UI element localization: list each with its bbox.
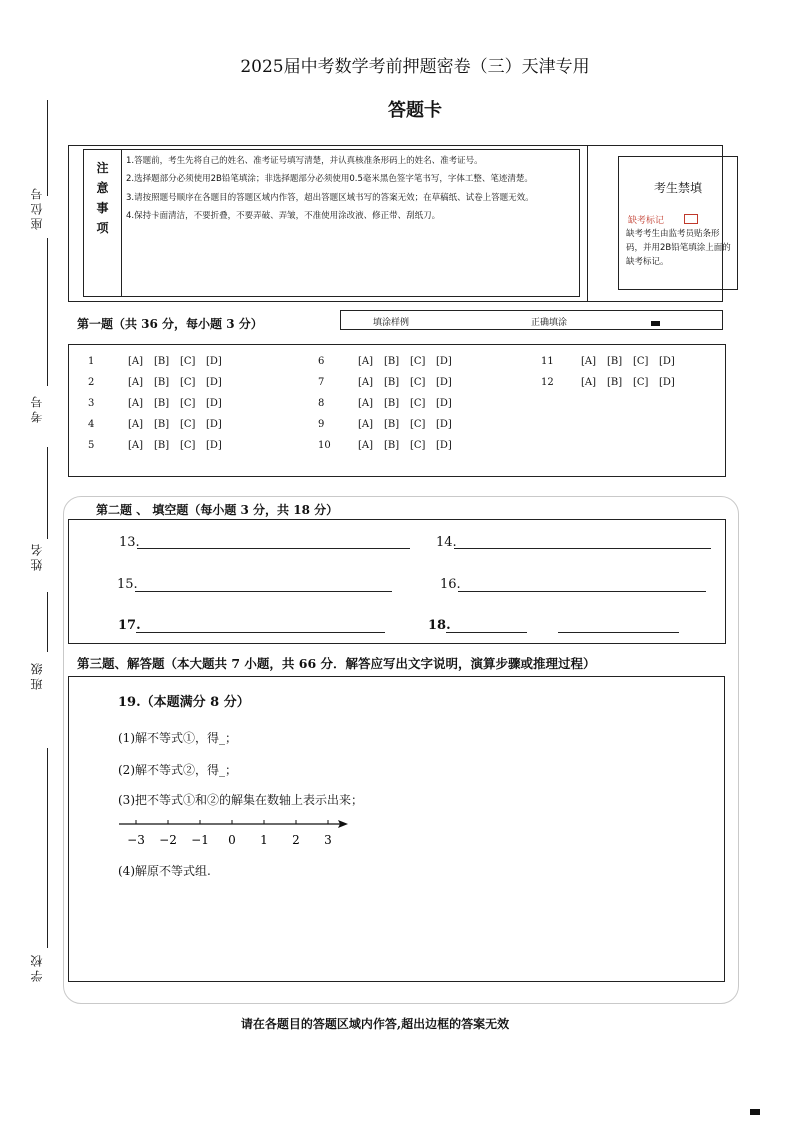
choice-option[interactable]: [D] [206, 398, 222, 409]
q19-part4: (4)解原不等式组. [118, 864, 211, 878]
fill-line-13[interactable] [137, 548, 410, 549]
choice-option[interactable]: [A] [358, 377, 374, 388]
fill-line-18a[interactable] [446, 632, 527, 633]
choice-row [318, 377, 462, 388]
fill-line-17[interactable] [136, 632, 385, 633]
number-line-tick-label: −1 [191, 833, 209, 847]
choice-option[interactable]: [C] [410, 398, 426, 409]
section3-title: 第三题、解答题（本大题共 7 小题，共 66 分．解答应写出文字说明，演算步骤或推理过程） [77, 656, 596, 671]
choice-option[interactable]: [B] [384, 356, 400, 367]
notice-item: 4.保持卡面清洁，不要折叠，不要弄破、弄皱，不准使用涂改液、修正带、刮纸刀。 [126, 211, 441, 222]
choice-question-number: 10 [318, 440, 331, 451]
choice-row [88, 419, 232, 430]
notice-item: 3.请按照题号顺序在各题目的答题区域内作答，超出答题区域书写的答案无效；在草稿纸、试卷上答题无效。 [126, 192, 534, 203]
number-line [112, 812, 362, 852]
absent-checkbox[interactable] [684, 214, 698, 224]
fill-label-15: 15. [117, 577, 138, 592]
choice-option[interactable]: [B] [384, 440, 400, 451]
choice-question-number: 1 [88, 356, 95, 367]
notice-item: 2.选择题部分必须使用2B铅笔填涂；非选择题部分必须使用0.5毫米黑色签字笔书写，字体工整、笔迹清楚。 [126, 174, 533, 185]
notice-divider [587, 145, 588, 302]
fill-label-14: 14. [436, 535, 457, 550]
choice-question-number: 11 [541, 356, 554, 367]
choice-option[interactable]: [C] [180, 356, 196, 367]
page-subtitle: 答题卡 [388, 100, 442, 121]
choice-option[interactable]: [D] [206, 440, 222, 451]
sidebar-label-class: 班级 [30, 660, 44, 690]
notice-box [83, 149, 580, 297]
fill-line-18b[interactable] [558, 632, 679, 633]
choice-question-number: 6 [318, 356, 325, 367]
choice-option[interactable]: [A] [581, 377, 597, 388]
choice-question-number: 5 [88, 440, 95, 451]
choice-option[interactable]: [C] [180, 440, 196, 451]
choice-option[interactable]: [B] [154, 356, 170, 367]
choice-option[interactable]: [D] [436, 356, 452, 367]
choice-row [318, 419, 462, 430]
number-line-tick-label: 2 [292, 833, 300, 847]
choice-row [541, 356, 685, 367]
absent-instruction: 缺考考生由监考员贴条形码，并用2B铅笔填涂上面的缺考标记。 [626, 229, 731, 267]
choice-option[interactable]: [C] [633, 356, 649, 367]
choice-row [88, 377, 232, 388]
filled-mark-sample [651, 321, 660, 326]
choice-row [88, 356, 232, 367]
number-line-tick-label: −3 [127, 833, 145, 847]
choice-option[interactable]: [D] [436, 440, 452, 451]
sidebar-line [47, 100, 48, 196]
fill-line-15[interactable] [135, 591, 392, 592]
choice-option[interactable]: [D] [206, 377, 222, 388]
choice-option[interactable]: [B] [384, 398, 400, 409]
choice-row [88, 440, 232, 451]
choice-option[interactable]: [B] [607, 377, 623, 388]
fill-label-18: 18. [428, 618, 451, 633]
q19-title: 19.（本题满分 8 分） [118, 695, 250, 710]
page-title: 2025届中考数学考前押题密卷（三）天津专用 [240, 57, 590, 77]
example-label: 填涂样例 [373, 318, 410, 328]
choice-option[interactable]: [B] [154, 398, 170, 409]
choice-option[interactable]: [A] [358, 356, 374, 367]
choice-row [541, 377, 685, 388]
choice-question-number: 8 [318, 398, 325, 409]
choice-option[interactable]: [B] [154, 419, 170, 430]
notice-items [126, 152, 574, 226]
choice-option[interactable]: [B] [154, 377, 170, 388]
choice-option[interactable]: [C] [410, 377, 426, 388]
choice-option[interactable]: [A] [128, 440, 144, 451]
choice-option[interactable]: [B] [607, 356, 623, 367]
choice-option[interactable]: [B] [384, 377, 400, 388]
section1-title: 第一题（共 36 分，每小题 3 分） [77, 317, 263, 331]
choice-option[interactable]: [D] [436, 377, 452, 388]
notice-heading-text: 注意事项 [96, 161, 109, 235]
sidebar-line [47, 447, 48, 539]
sidebar-label-school: 学校 [30, 952, 44, 982]
choice-option[interactable]: [A] [358, 419, 374, 430]
choice-option[interactable]: [C] [180, 419, 196, 430]
choice-option[interactable]: [D] [206, 419, 222, 430]
correct-label: 正确填涂 [531, 318, 568, 328]
choice-option[interactable]: [A] [128, 398, 144, 409]
choice-option[interactable]: [A] [358, 440, 374, 451]
choice-option[interactable]: [C] [180, 377, 196, 388]
sidebar-label-name: 姓名 [30, 541, 44, 571]
fill-area [68, 519, 726, 644]
choice-option[interactable]: [B] [384, 419, 400, 430]
choice-option[interactable]: [C] [410, 419, 426, 430]
sidebar-label-seat: 座位号 [30, 185, 44, 230]
q19-part1: (1)解不等式①，得_； [118, 731, 237, 745]
choice-option[interactable]: [D] [206, 356, 222, 367]
notice-item: 1.答题前，考生先将自己的姓名、准考证号填写清楚，并认真核准条形码上的姓名、准考证号。 [126, 156, 483, 166]
choice-row [318, 356, 462, 367]
choice-option[interactable]: [D] [659, 356, 675, 367]
sidebar-line [47, 592, 48, 652]
choice-row [88, 398, 232, 409]
absent-title: 考生禁填 [653, 181, 702, 195]
number-line-tick-label: −2 [159, 833, 177, 847]
choice-option[interactable]: [D] [436, 398, 452, 409]
choice-option[interactable]: [C] [410, 440, 426, 451]
choice-question-number: 12 [541, 377, 554, 388]
notice-heading [84, 150, 122, 296]
choice-option[interactable]: [B] [154, 440, 170, 451]
choice-option[interactable]: [C] [410, 356, 426, 367]
choice-option[interactable]: [A] [128, 419, 144, 430]
choice-option[interactable]: [A] [581, 356, 597, 367]
fill-label-17: 17. [118, 618, 141, 633]
absent-mark-label: 缺考标记 [628, 216, 665, 226]
fill-label-13: 13. [119, 535, 140, 550]
choice-question-number: 3 [88, 398, 95, 409]
q19-part3: (3)把不等式①和②的解集在数轴上表示出来； [118, 793, 363, 807]
absent-box [618, 156, 738, 290]
choice-option[interactable]: [A] [128, 377, 144, 388]
corner-marker [750, 1109, 760, 1115]
choice-row [318, 398, 462, 409]
fill-label-16: 16. [440, 577, 461, 592]
choice-question-number: 7 [318, 377, 325, 388]
number-line-tick-label: 3 [324, 833, 332, 847]
section2-title: 第二题 、 填空题（每小题 3 分，共 18 分） [96, 503, 339, 517]
sidebar-line [47, 238, 48, 386]
choice-option[interactable]: [D] [659, 377, 675, 388]
fill-line-16[interactable] [458, 591, 706, 592]
choice-option[interactable]: [A] [128, 356, 144, 367]
fill-example-box [340, 310, 723, 330]
choice-option[interactable]: [D] [436, 419, 452, 430]
sidebar-line [47, 748, 48, 948]
choice-question-number: 2 [88, 377, 95, 388]
footer-warning: 请在各题目的答题区域内作答,超出边框的答案无效 [240, 1017, 510, 1031]
choice-row [318, 440, 462, 451]
q19-part2: (2)解不等式②，得_； [118, 763, 237, 777]
choice-option[interactable]: [C] [180, 398, 196, 409]
choice-question-number: 4 [88, 419, 95, 430]
choice-question-number: 9 [318, 419, 325, 430]
sidebar-label-exam-no: 考号 [30, 393, 44, 423]
number-line-tick-label: 0 [228, 833, 236, 847]
choice-option[interactable]: [A] [358, 398, 374, 409]
fill-line-14[interactable] [454, 548, 711, 549]
number-line-tick-label: 1 [260, 833, 268, 847]
choice-option[interactable]: [C] [633, 377, 649, 388]
